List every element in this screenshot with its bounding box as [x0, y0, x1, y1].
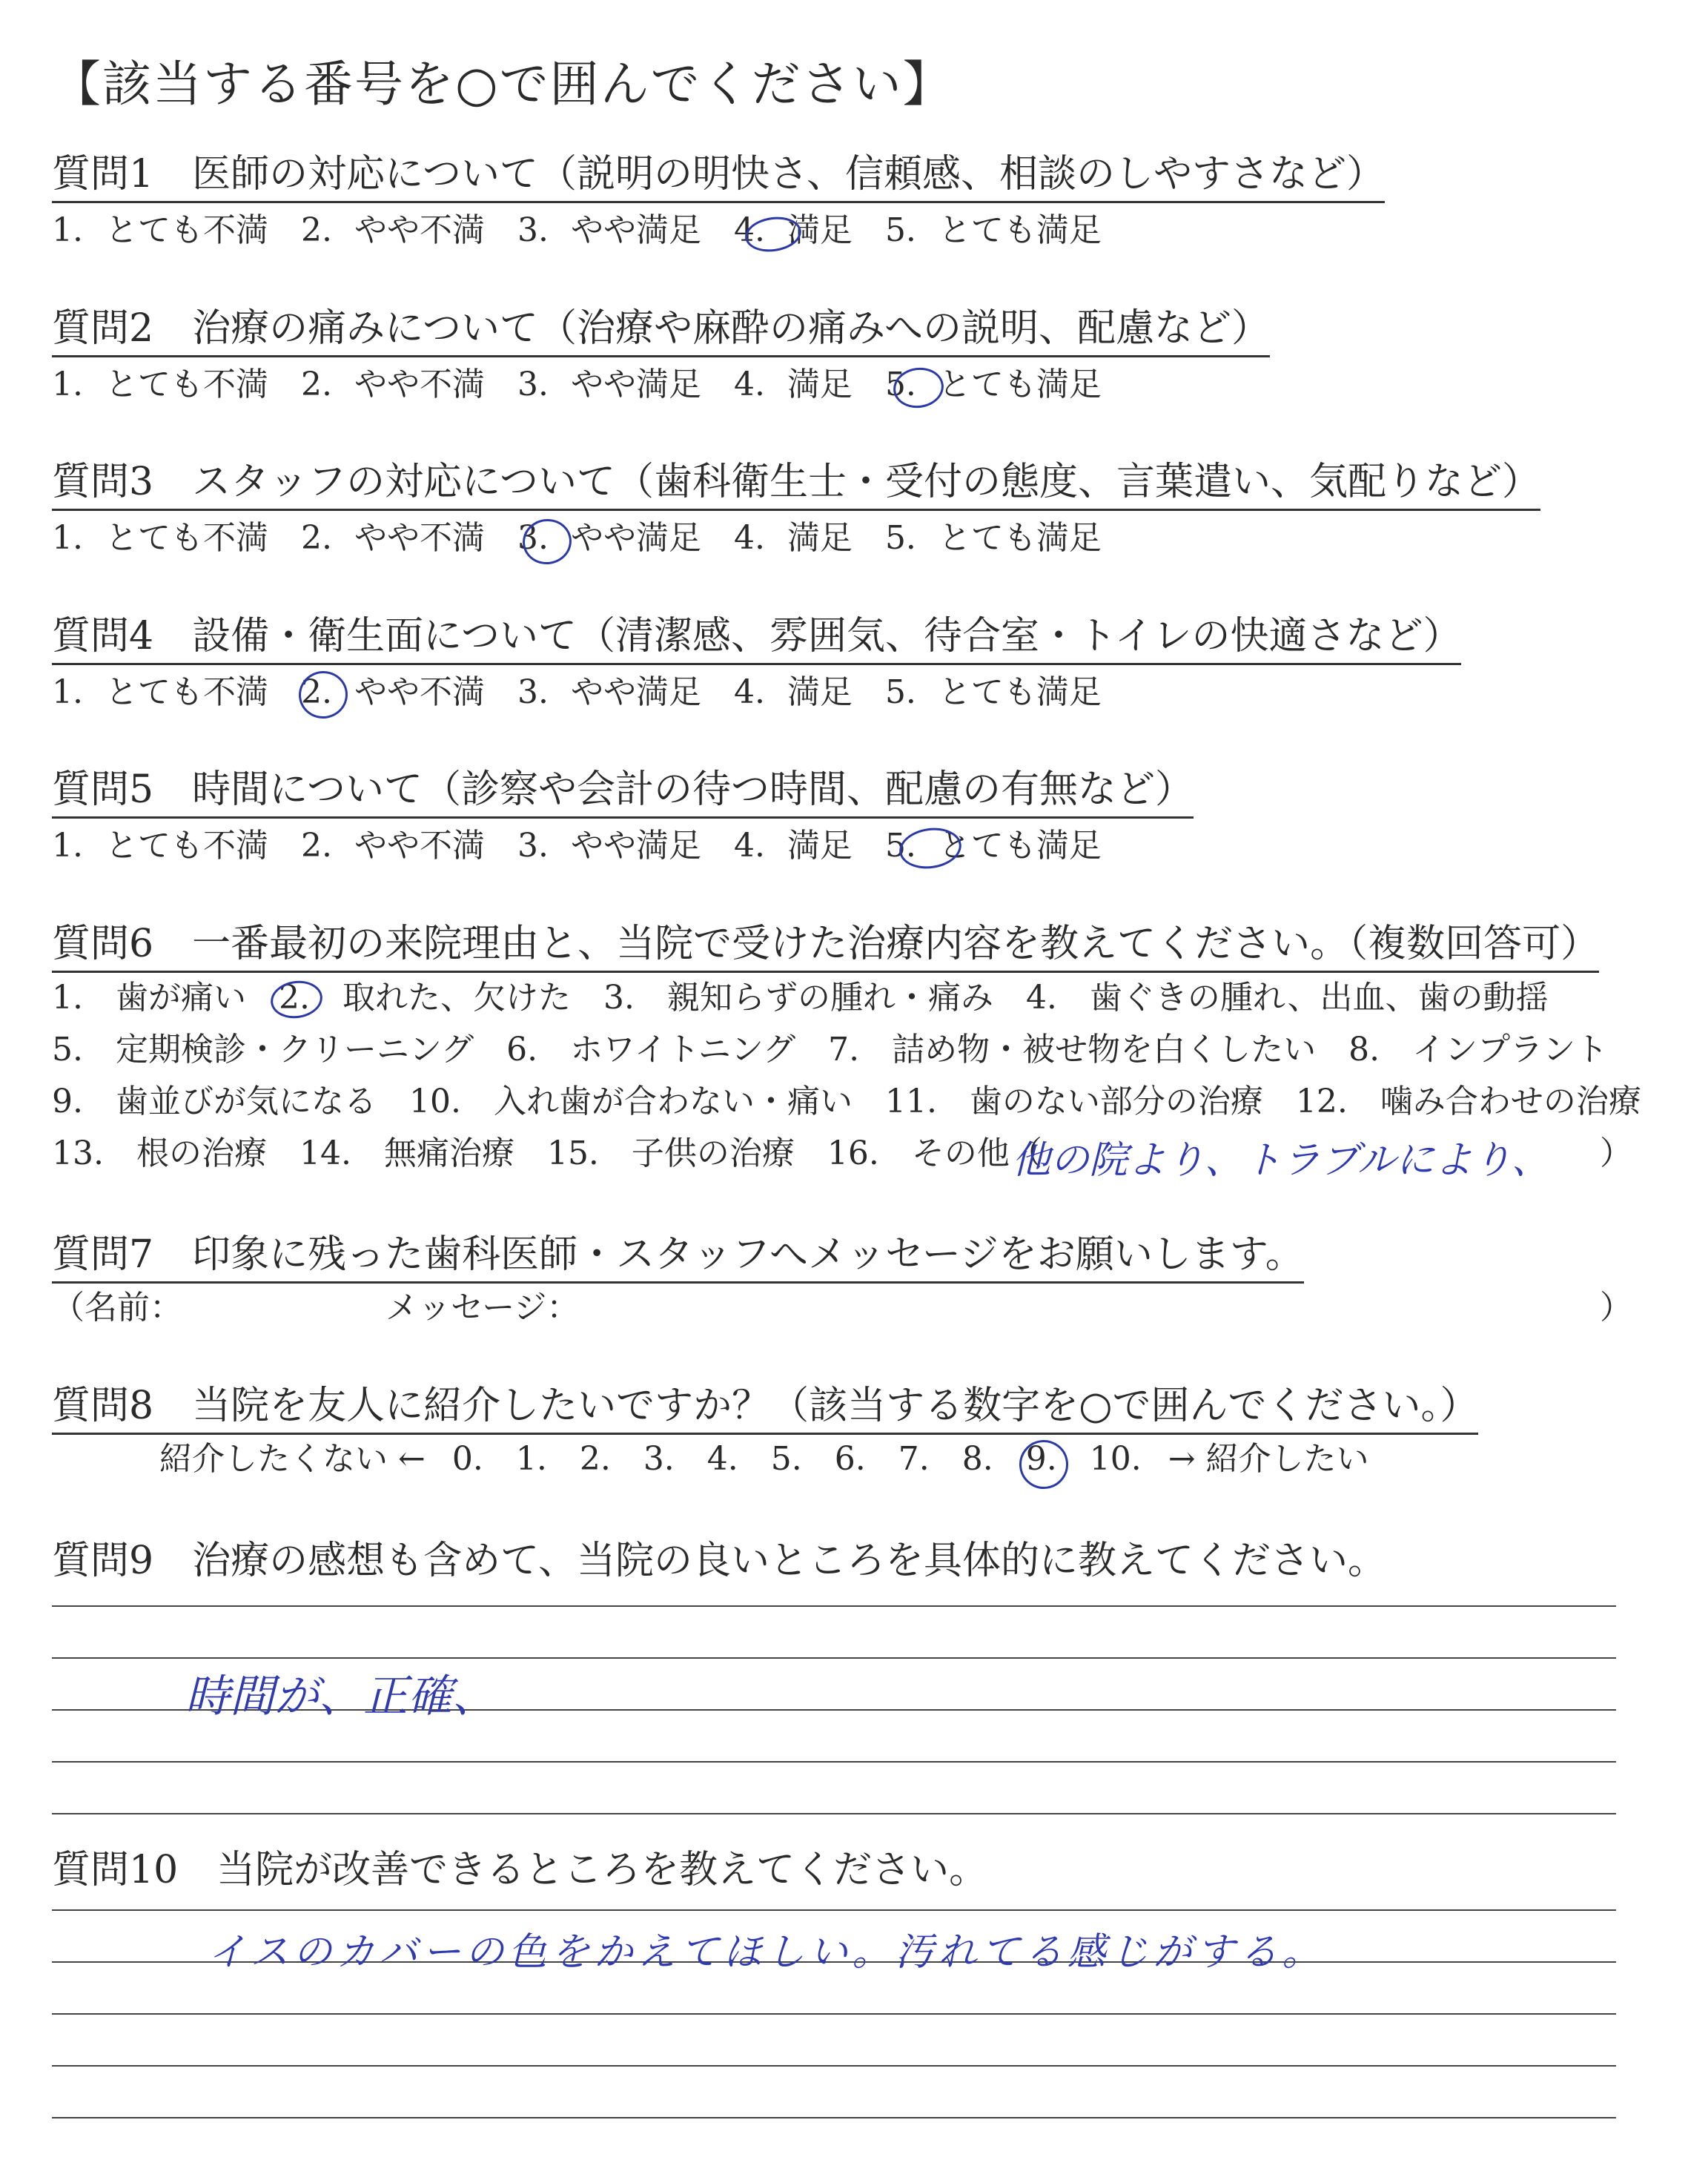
- rating-number[interactable]: 1.: [52, 211, 83, 249]
- q10-line-4: [52, 2065, 1616, 2067]
- q6-row-3[interactable]: 9. 歯並びが気になる 10. 入れ歯が合わない・痛い 11. 歯のない部分の治療 12. 噛み合わせの治療: [52, 1083, 1641, 1120]
- rating-number[interactable]: 1.: [52, 827, 83, 865]
- rating-number[interactable]: 4.: [733, 211, 765, 249]
- q4-title: 質問4 設備・衛生面について（清潔感、雰囲気、待合室・トイレの快適さなど）: [52, 614, 1461, 665]
- q8-scale-value[interactable]: 8.: [961, 1440, 993, 1478]
- q4-options[interactable]: [52, 673, 1134, 712]
- q8-scale-value[interactable]: 0.: [451, 1440, 483, 1478]
- q5-options[interactable]: [52, 827, 1134, 865]
- rating-label: やや不満: [354, 366, 485, 403]
- q7-message-label: メッセージ：: [385, 1289, 580, 1327]
- q8-scale-value[interactable]: 1.: [515, 1440, 547, 1478]
- q3-options[interactable]: [52, 519, 1134, 558]
- q8-scale-value[interactable]: 9.: [1025, 1440, 1057, 1478]
- rating-label: やや不満: [354, 673, 485, 711]
- q8-scale-value[interactable]: 7.: [898, 1440, 930, 1478]
- q1-options[interactable]: [52, 211, 1134, 250]
- q8-scale-value[interactable]: 3.: [643, 1440, 675, 1478]
- q9-line-4: [52, 1761, 1616, 1763]
- q9-answer[interactable]: 時間が、正確、: [185, 1671, 497, 1723]
- rating-number[interactable]: 5.: [884, 519, 916, 557]
- q6-row-2[interactable]: 5. 定期検診・クリーニング 6. ホワイトニング 7. 詰め物・被せ物を白くしたい 8. インプラント: [52, 1031, 1609, 1069]
- rating-number[interactable]: 3.: [517, 673, 549, 711]
- q10-answer[interactable]: イスのカバーの色をかえてほしい。汚れてる感じがする。: [208, 1930, 1325, 1975]
- rating-number[interactable]: 4.: [733, 827, 765, 865]
- rating-label: やや満足: [570, 366, 701, 403]
- rating-label: とても不満: [105, 366, 268, 403]
- rating-label: とても満足: [938, 519, 1102, 557]
- q7-title: 質問7 印象に残った歯科医師・スタッフへメッセージをお願いします。: [52, 1232, 1304, 1284]
- q3-title: 質問3 スタッフの対応について（歯科衛生士・受付の態度、言葉遣い、気配りなど）: [52, 460, 1540, 511]
- q7-close-paren: ）: [1600, 1289, 1632, 1327]
- rating-label: とても不満: [105, 673, 268, 711]
- q2-options[interactable]: [52, 366, 1134, 404]
- q8-scale-value[interactable]: 6.: [834, 1440, 866, 1478]
- rating-number[interactable]: 4.: [733, 673, 765, 711]
- rating-label: 満足: [787, 519, 853, 557]
- q9-line-1: [52, 1605, 1616, 1607]
- rating-number[interactable]: 3.: [517, 211, 549, 249]
- q7-name-label: （名前：: [52, 1289, 182, 1327]
- rating-label: やや不満: [354, 519, 485, 557]
- rating-number[interactable]: 2.: [300, 827, 332, 865]
- rating-label: やや満足: [570, 673, 701, 711]
- rating-label: 満足: [787, 827, 853, 865]
- rating-label: とても満足: [938, 366, 1102, 403]
- rating-label: やや満足: [570, 519, 701, 557]
- form-header: 【該当する番号を○で囲んでください】: [52, 56, 953, 113]
- q10-line-5: [52, 2117, 1616, 2118]
- q6-row-4-close: ）: [1600, 1135, 1632, 1172]
- rating-label: 満足: [787, 366, 853, 403]
- rating-label: やや満足: [570, 211, 701, 249]
- rating-label: とても不満: [105, 827, 268, 865]
- q9-title: 質問9 治療の感想も含めて、当院の良いところを具体的に教えてください。: [52, 1539, 1387, 1583]
- rating-label: やや不満: [354, 827, 485, 865]
- q8-scale-value[interactable]: 2.: [579, 1440, 611, 1478]
- rating-number[interactable]: 5.: [884, 211, 916, 249]
- rating-number[interactable]: 1.: [52, 673, 83, 711]
- q9-line-2: [52, 1657, 1616, 1659]
- q2-title: 質問2 治療の痛みについて（治療や麻酔の痛みへの説明、配慮など）: [52, 306, 1270, 357]
- q6-title: 質問6 一番最初の来院理由と、当院で受けた治療内容を教えてください。（複数回答可）: [52, 922, 1599, 973]
- rating-label: 満足: [787, 211, 853, 249]
- q8-scale-value[interactable]: 4.: [706, 1440, 738, 1478]
- q8-title: 質問8 当院を友人に紹介したいですか？（該当する数字を○で囲んでください。）: [52, 1384, 1478, 1435]
- rating-number[interactable]: 2.: [300, 211, 332, 249]
- rating-number[interactable]: 5.: [884, 673, 916, 711]
- q8-left-label: 紹介したくない ←: [159, 1440, 426, 1478]
- q10-line-3: [52, 2013, 1616, 2015]
- rating-label: とても満足: [938, 673, 1102, 711]
- rating-number[interactable]: 3.: [517, 827, 549, 865]
- q10-title: 質問10 当院が改善できるところを教えてください。: [52, 1848, 988, 1892]
- rating-number[interactable]: 5.: [884, 366, 916, 403]
- rating-label: とても不満: [105, 519, 268, 557]
- q6-other-handwritten: 他の院より、トラブルにより、: [1012, 1138, 1550, 1183]
- rating-number[interactable]: 4.: [733, 519, 765, 557]
- rating-number[interactable]: 3.: [517, 366, 549, 403]
- rating-number[interactable]: 2.: [300, 673, 332, 711]
- q8-scale-value[interactable]: 5.: [770, 1440, 802, 1478]
- rating-label: やや不満: [354, 211, 485, 249]
- rating-label: とても満足: [938, 827, 1102, 865]
- rating-number[interactable]: 5.: [884, 827, 916, 865]
- q8-scale-row[interactable]: [159, 1440, 1369, 1479]
- rating-label: とても満足: [938, 211, 1102, 249]
- rating-label: 満足: [787, 673, 853, 711]
- q5-title: 質問5 時間について（診察や会計の待つ時間、配慮の有無など）: [52, 767, 1194, 819]
- q1-title: 質問1 医師の対応について（説明の明快さ、信頼感、相談のしやすさなど）: [52, 152, 1385, 203]
- rating-number[interactable]: 1.: [52, 519, 83, 557]
- q10-line-1: [52, 1909, 1616, 1911]
- rating-number[interactable]: 4.: [733, 366, 765, 403]
- q9-line-5: [52, 1813, 1616, 1814]
- q6-row-1[interactable]: 1. 歯が痛い 2. 取れた、欠けた 3. 親知らずの腫れ・痛み 4. 歯ぐきの腫れ、出血、歯の動揺: [52, 979, 1549, 1017]
- rating-number[interactable]: 2.: [300, 519, 332, 557]
- q8-right-label: → 紹介したい: [1168, 1440, 1369, 1478]
- q8-scale-value[interactable]: 10.: [1089, 1440, 1142, 1478]
- rating-label: とても不満: [105, 211, 268, 249]
- q6-row-4[interactable]: 13. 根の治療 14. 無痛治療 15. 子供の治療 16. その他（: [52, 1135, 1042, 1172]
- rating-label: やや満足: [570, 827, 701, 865]
- rating-number[interactable]: 1.: [52, 366, 83, 403]
- rating-number[interactable]: 3.: [517, 519, 549, 557]
- rating-number[interactable]: 2.: [300, 366, 332, 403]
